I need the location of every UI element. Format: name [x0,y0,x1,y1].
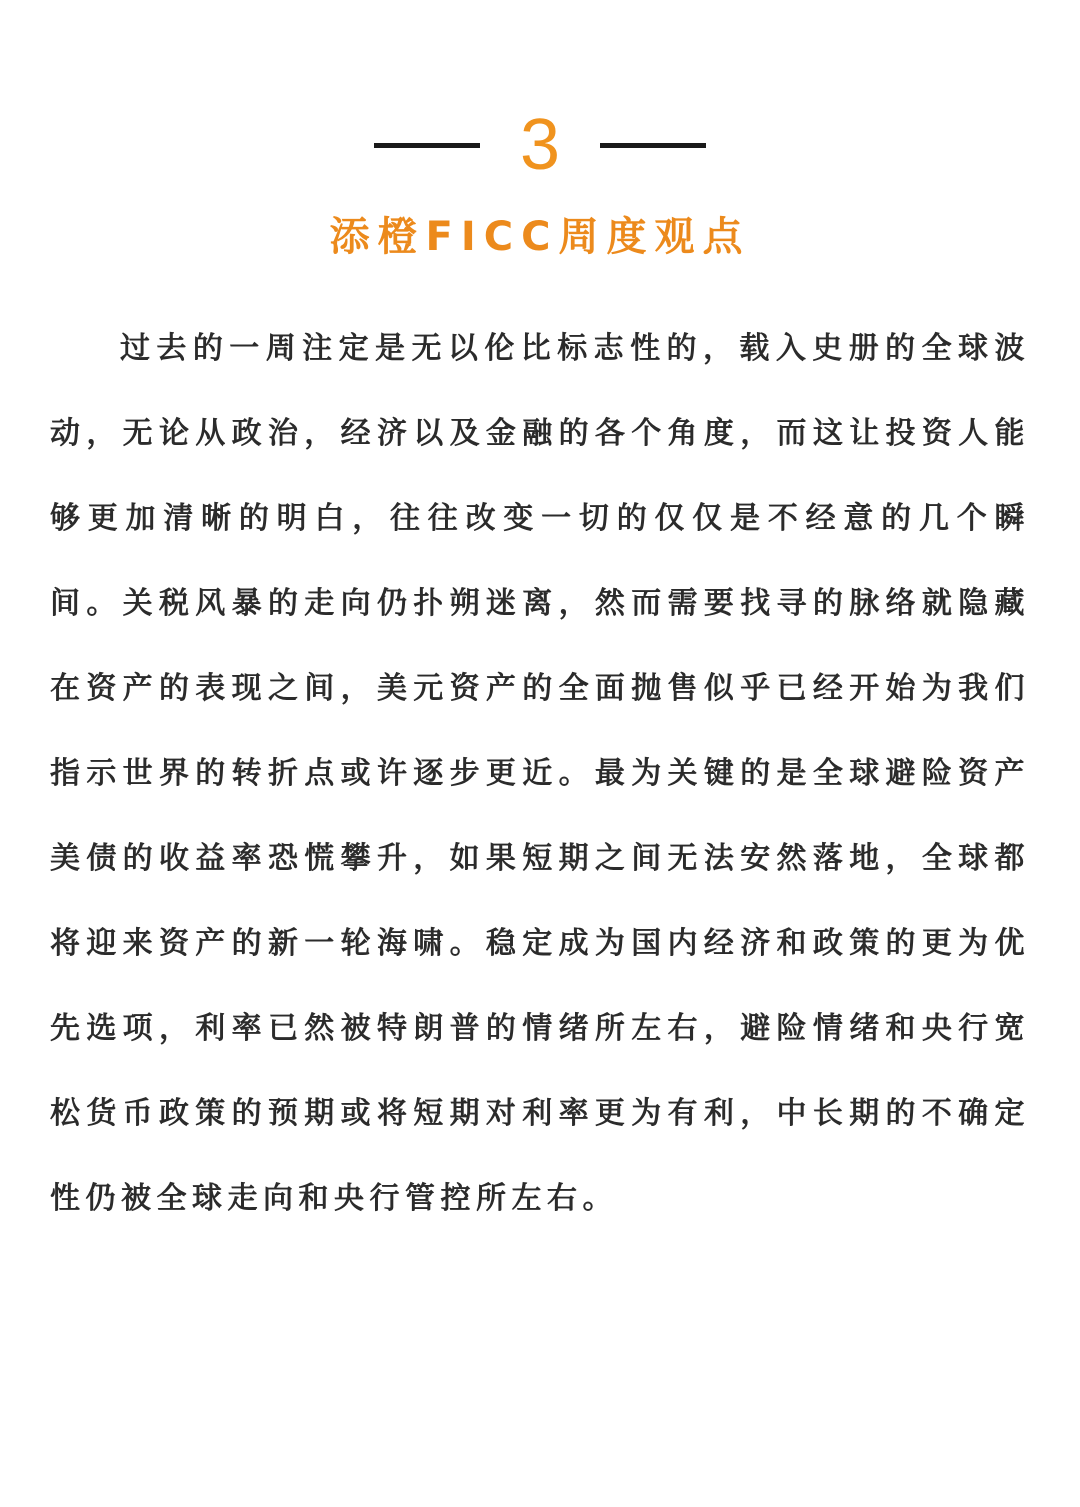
section-number: 3 [519,105,561,185]
article-paragraph: 过去的一周注定是无以伦比标志性的，载入史册的全球波动，无论从政治，经济以及金融的各个角度，而这让投资人能够更加清晰的明白，往往改变一切的仅仅是不经意的几个瞬间。关税风暴的走向仍扑朔迷离，然而需要找寻的脉络就隐藏在资产的表现之间，美元资产的全面抛售似乎已经开始为我们指示世界的转折点或许逐步更近。最为关键的是全球避险资产美债的收益率恐慌攀升，如果短期之间无法安然落地，全球都将迎来资产的新一轮海啸。稳定成为国内经济和政策的更为优先选项，利率已然被特朗普的情绪所左右，避险情绪和央行宽松货币政策的预期或将短期对利率更为有利，中长期的不确定性仍被全球走向和央行管控所左右。 [50,331,1030,1216]
left-divider-line [374,143,480,148]
section-header [0,100,1080,190]
right-divider-line [600,143,706,148]
section-title: 添橙FICC周度观点 [329,214,751,260]
